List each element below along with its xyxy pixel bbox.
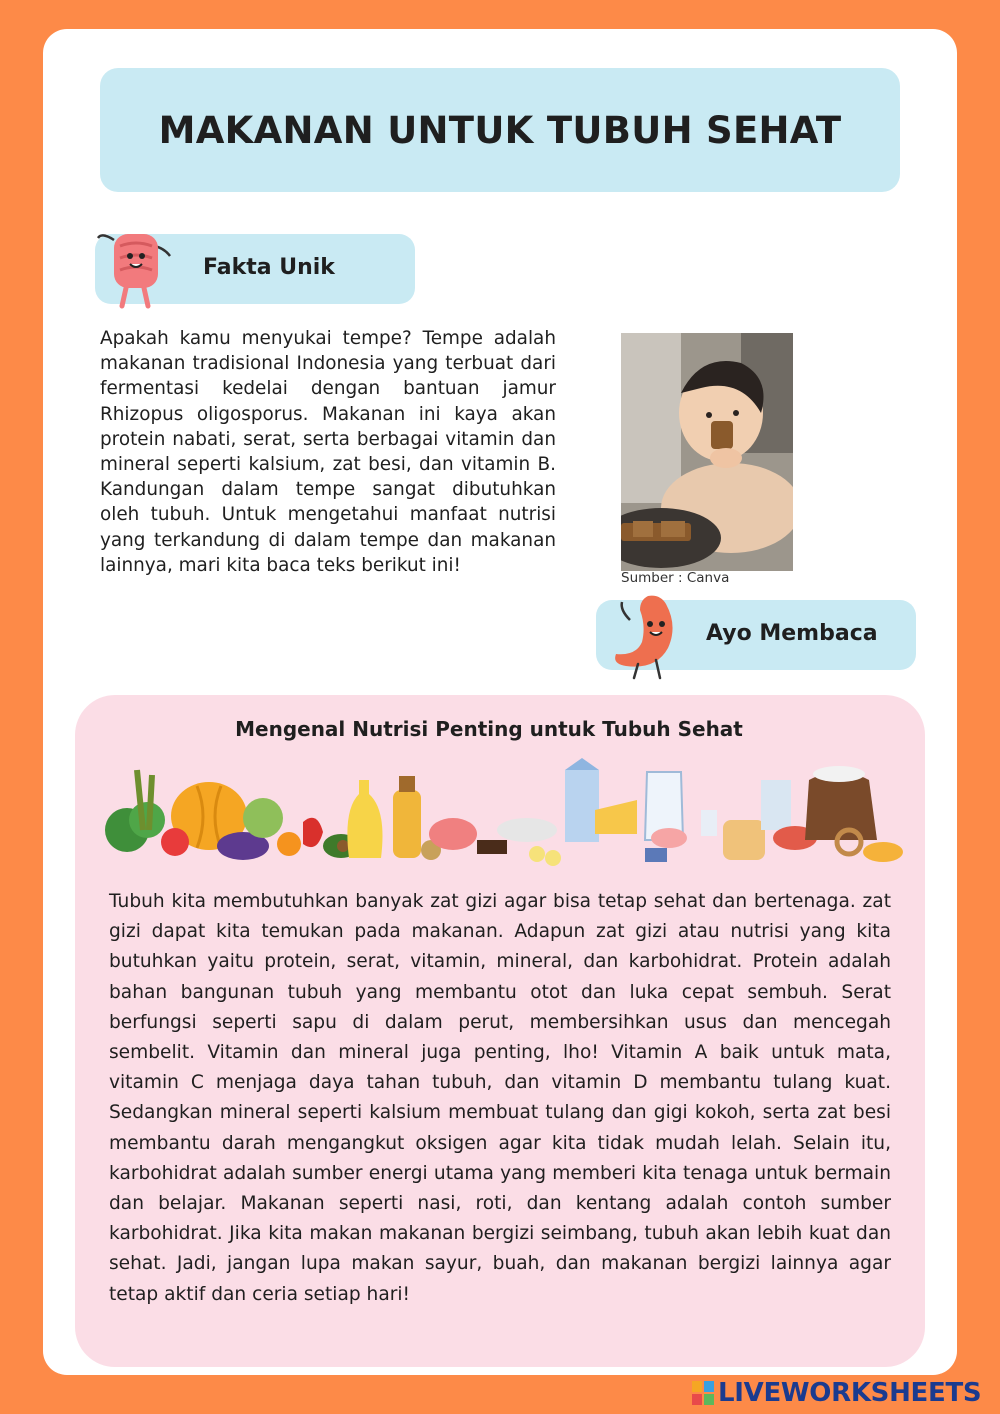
child-eating-tempe-photo bbox=[621, 333, 793, 571]
liveworksheets-brand bbox=[692, 1378, 981, 1408]
stomach-mascot-icon bbox=[608, 590, 692, 682]
reading-heading: Mengenal Nutrisi Penting untuk Tubuh Sehat bbox=[235, 717, 743, 741]
brand-text: LIVEWORKSHEETS bbox=[718, 1378, 982, 1408]
title-banner bbox=[100, 68, 900, 192]
photo-caption: Sumber : Canva bbox=[621, 570, 730, 586]
liveworksheets-logo-icon bbox=[692, 1381, 714, 1405]
reading-section bbox=[75, 695, 925, 1367]
food-group-illustration bbox=[97, 750, 905, 878]
ayo-membaca-label: Ayo Membaca bbox=[706, 621, 878, 646]
fakta-unik-label: Fakta Unik bbox=[203, 255, 335, 280]
page-title: MAKANAN UNTUK TUBUH SEHAT bbox=[158, 108, 842, 152]
intestine-mascot-icon bbox=[92, 226, 176, 312]
fakta-unik-text: Apakah kamu menyukai tempe? Tempe adalah makanan tradisional Indonesia yang terbuat dari fermentasi kedelai dengan bantuan jamur Rhizopus oligosporus. Makanan ini kaya akan protein nabati, serat, serta berbagai vitamin dan mineral seperti kalsium, zat besi, dan vitamin B. Kandungan dalam tempe sangat dibutuhkan oleh tubuh. Untuk mengetahui manfaat nutrisi yang terkandung di dalam tempe dan makanan lainnya, mari kita baca teks berikut ini! bbox=[100, 328, 556, 576]
photo-illustration bbox=[621, 333, 793, 571]
reading-text: Tubuh kita membutuhkan banyak zat gizi agar bisa tetap sehat dan bertenaga. zat gizi dapat kita temukan pada makanan. Adapun zat gizi atau nutrisi yang kita butuhkan yaitu protein, serat, vitamin, mineral, dan karbohidrat. Protein adalah bahan bangunan tubuh yang membantu otot dan luka cepat sembuh. Serat berfungsi seperti sapu di dalam perut, membersihkan usus dan mencegah sembelit. Vitamin dan mineral juga penting, lho! Vitamin A baik untuk mata, vitamin C menjaga daya tahan tubuh, dan vitamin D membantu tulang kuat. Sedangkan mineral seperti kalsium membuat tulang dan gigi kokoh, serta zat besi membantu darah mengangkut oksigen agar kita tidak mudah lelah. Selain itu, karbohidrat adalah sumber energi utama yang memberi kita tenaga untuk bermain dan belajar. Makanan seperti nasi, roti, dan kentang adalah contoh sumber karbohidrat. Jika kita makan makanan bergizi seimbang, tubuh akan lebih kuat dan sehat. Jadi, jangan lupa makan sayur, buah, dan makanan bergizi lainnya agar tetap aktif dan ceria setiap hari! bbox=[109, 891, 891, 1305]
